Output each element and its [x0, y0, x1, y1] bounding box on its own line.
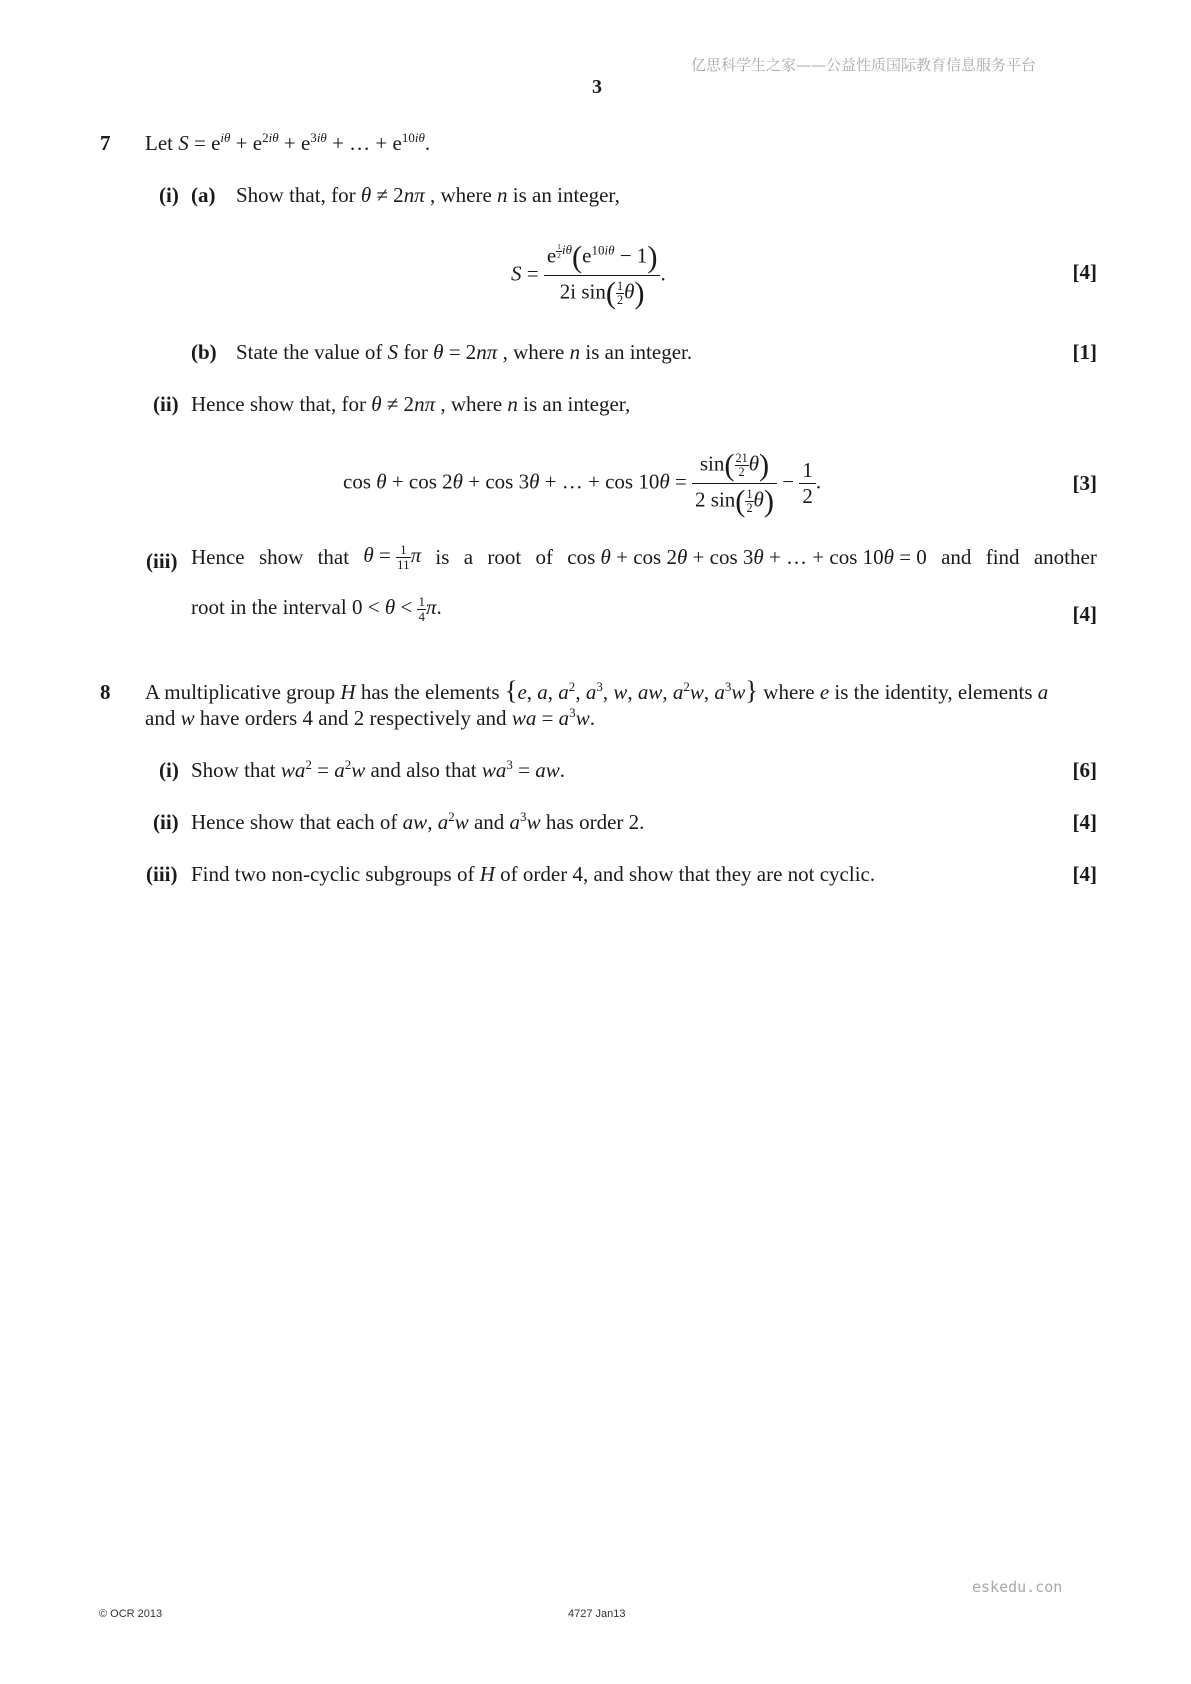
q7-part-i-b-label: (b) [191, 340, 217, 364]
q7-part-i-a-label: (a) [191, 183, 216, 207]
q8-part-i-marks: [6] [1072, 758, 1097, 782]
q7-part-i-a-marks: [4] [1072, 260, 1097, 284]
q7-part-i-label: (i) [159, 183, 179, 207]
question-8-intro-line2: and w have orders 4 and 2 respectively and wa = $a^3w$. [145, 705, 595, 730]
q8-part-ii-label: (ii) [153, 810, 179, 834]
q7-part-i-b-text: State the value of S for θ = 2nπ , where n is an integer. [236, 340, 693, 364]
q7-part-iii-marks: [4] [1072, 602, 1097, 626]
paper-code: 4727 Jan13 [568, 1608, 626, 1620]
q7-part-ii-text: Hence show that, for θ ≠ 2nπ , where n is an integer, [191, 392, 631, 416]
question-8-number: 8 [100, 680, 111, 704]
watermark-text: 亿思科学生之家——公益性质国际教育信息服务平台 [691, 56, 1037, 74]
question-7-number: 7 [100, 131, 111, 155]
site-watermark: eskedu.con [972, 1578, 1063, 1596]
q8-part-ii-marks: [4] [1072, 810, 1097, 834]
question-8-intro-line1: A multiplicative group H has the elements {e, a, $a^2$, $a^3$, w, aw, $a^2w$, $a^3w$} where e is the identity, elements a [145, 676, 1049, 705]
q7-part-i-b-marks: [1] [1072, 340, 1097, 364]
q7-part-i-a-text: Show that, for θ ≠ 2nπ , where n is an integer, [236, 183, 620, 207]
copyright-text: © OCR 2013 [99, 1608, 163, 1620]
q7-part-i-a-formula: S = e $^{\frac{1}{2} i\theta}(e^{10i\theta} - 1)$ 2i sin( $\frac{1}{2}$ θ) . [511, 240, 666, 310]
q8-part-i-label: (i) [159, 758, 179, 782]
q8-part-iii-marks: [4] [1072, 862, 1097, 886]
q8-part-iii-label: (iii) [146, 862, 178, 886]
q8-part-iii-text: Find two non-cyclic subgroups of H of order 4, and show that they are not cyclic. [191, 862, 876, 886]
q7-part-iii-label: (iii) [146, 549, 178, 573]
q7-part-iii-text-line2: root in the interval 0 < θ < $\frac{1}{4}$ π. [191, 594, 442, 624]
page-number: 3 [592, 76, 602, 98]
q8-part-i-text: Show that $wa^2 = a^2w$ and also that $wa^3$ = aw. [191, 757, 566, 782]
question-7-intro: Let $S = e^{i\theta} + e^{2i\theta} + e^{3i\theta}$ + … + $e^{10i\theta}$. [145, 130, 431, 155]
q7-part-ii-label: (ii) [153, 392, 179, 416]
q7-part-ii-marks: [3] [1072, 471, 1097, 495]
q8-part-ii-text: Hence show that each of aw, $a^2w$ and $a^3w$ has order 2. [191, 809, 645, 834]
q7-part-ii-formula: cos θ + cos 2θ + cos 3θ + … + cos 10θ = sin( $\frac{21}{2}$ θ) 2 sin( $\frac{1}{2}$ θ) − $\frac{1}{2}$ . [343, 448, 822, 518]
q7-part-iii-text-line1: Hence show that θ = $\frac{1}{11}$ π is a root of cos θ + cos 2θ + cos 3θ + … + cos 10θ = 0 and find another [191, 542, 1097, 572]
